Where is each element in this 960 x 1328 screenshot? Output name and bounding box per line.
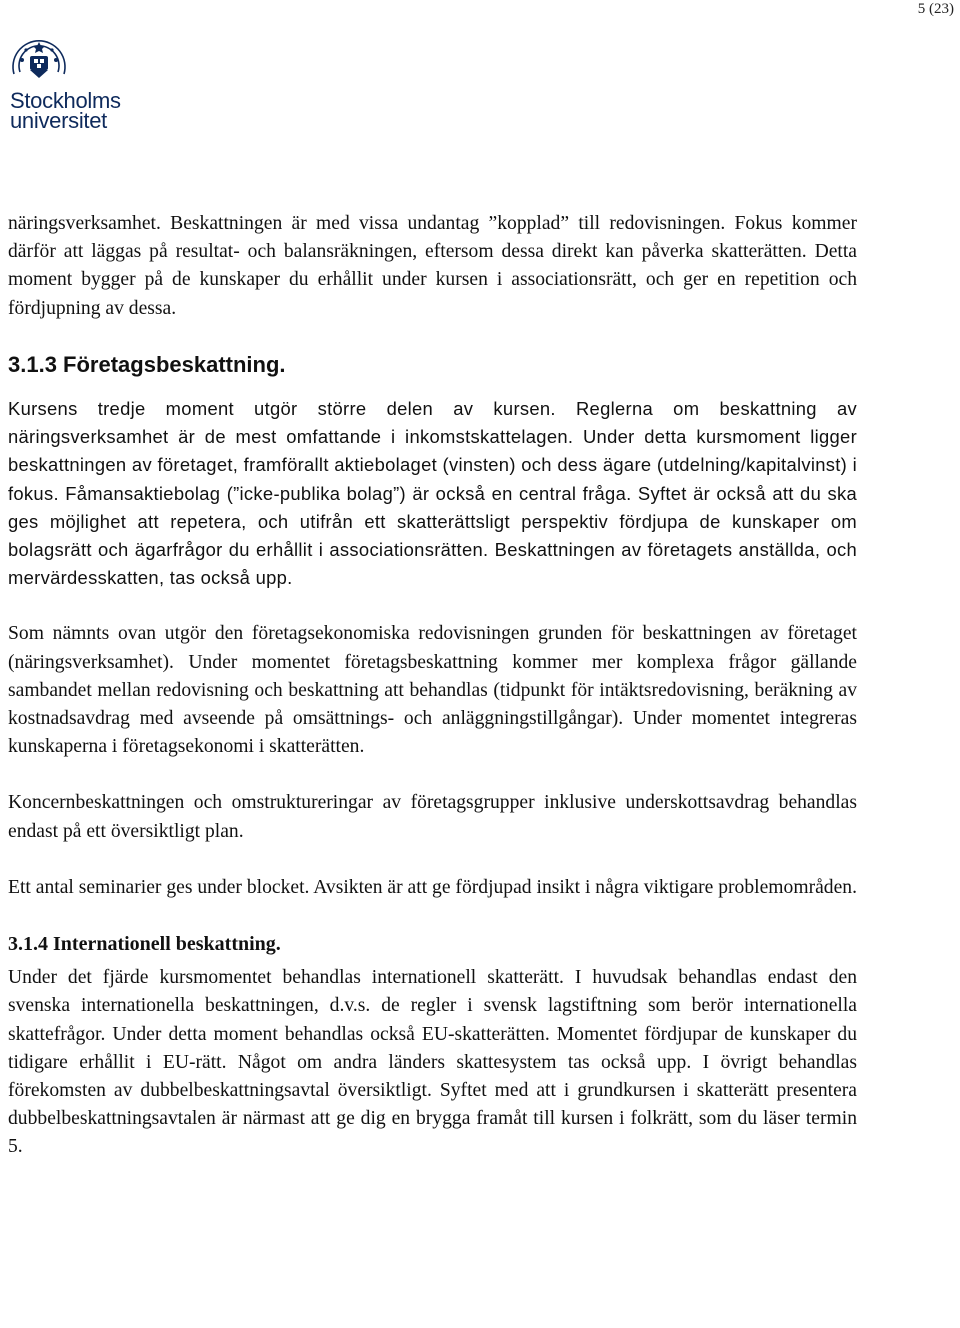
- section-heading-3-1-4: 3.1.4 Internationell beskattning.: [8, 933, 281, 956]
- paragraph: Kursens tredje moment utgör större delen av kursen. Reglerna om beskattning av näringsverksamhet är de mest omfattande i inkomstskattelagen. Under detta kursmoment ligger beskattningen av företaget, framförallt aktiebolaget (vinsten) och dess ägare (utdelning/kapitalvinst) i fokus. Fåmansaktiebolag (”icke-publika bolag”) är också en central fråga. Syftet är också att du ska ges möjlighet att repetera, och utifrån ett skatterättsligt perspektiv fördjupa de kunskaper om bolagsrätt och ägarfrågor du erhållit i associationsrätten. Beskattningen av företagets anställda, och mervärdesskatten, tas också upp.: [8, 398, 857, 589]
- section-heading-3-1-3: 3.1.3 Företagsbeskattning.: [8, 351, 286, 377]
- paragraph: Som nämnts ovan utgör den företagsekonomiska redovisningen grunden för beskattningen av företaget (näringsverksamhet). Under momentet företagsbeskattning kommer mer komplexa frågor gällande sambandet mellan redovisning och beskattning att behandlas (tidpunkt för intäktsredovisning, beräkning av kostnadsavdrag med avseende på omsättnings- och anläggningstillgångar). Under momentet integreras kunskaperna i företagsekonomi i skatterätten.: [8, 623, 857, 758]
- logo-text-line2: universitet: [10, 108, 107, 133]
- logo-text-line1: Stockholms: [10, 88, 121, 113]
- paragraph: Koncernbeskattningen och omstruktureringar av företagsgrupper inklusive underskottsavdrag behandlas endast på ett översiktligt plan.: [8, 792, 857, 842]
- university-seal-icon: [8, 30, 70, 88]
- university-logo: [8, 30, 138, 140]
- document-body: [8, 210, 857, 1162]
- paragraph: Ett antal seminarier ges under blocket. Avsikten är att ge fördjupad insikt i några viktigare problemområden.: [8, 876, 857, 898]
- page-number: 5 (23): [917, 1, 954, 17]
- paragraph: Under det fjärde kursmomentet behandlas internationell skatterätt. I huvudsak behandlas endast den svenska internationella beskattningen, d.v.s. de regler i svensk lagstiftning som berör internationella skattefrågor. Under detta moment behandlas också EU-skatterätten. Momentet fördjupar de kunskaper du tidigare erhållit i EU-rätt. Något om andra länders skattesystem tas också upp. I övrigt behandlas förekomsten av dubbelbeskattningsavtal översiktligt. Syftet med att i grundkursen i skatterätt presentera dubbelbeskattningsavtalen är närmast att ge dig en brygga framåt till kursen i folkrätt, som du läser termin 5.: [8, 967, 857, 1158]
- paragraph: näringsverksamhet. Beskattningen är med vissa undantag ”kopplad” till redovisningen. Fokus kommer därför att läggas på resultat- och balansräkningen, eftersom dessa direkt kan påverka skatterätten. Detta moment bygger på de kunskaper du erhållit under kursen i associationsrätt, och ger en repetition och fördjupning av dessa.: [8, 213, 857, 319]
